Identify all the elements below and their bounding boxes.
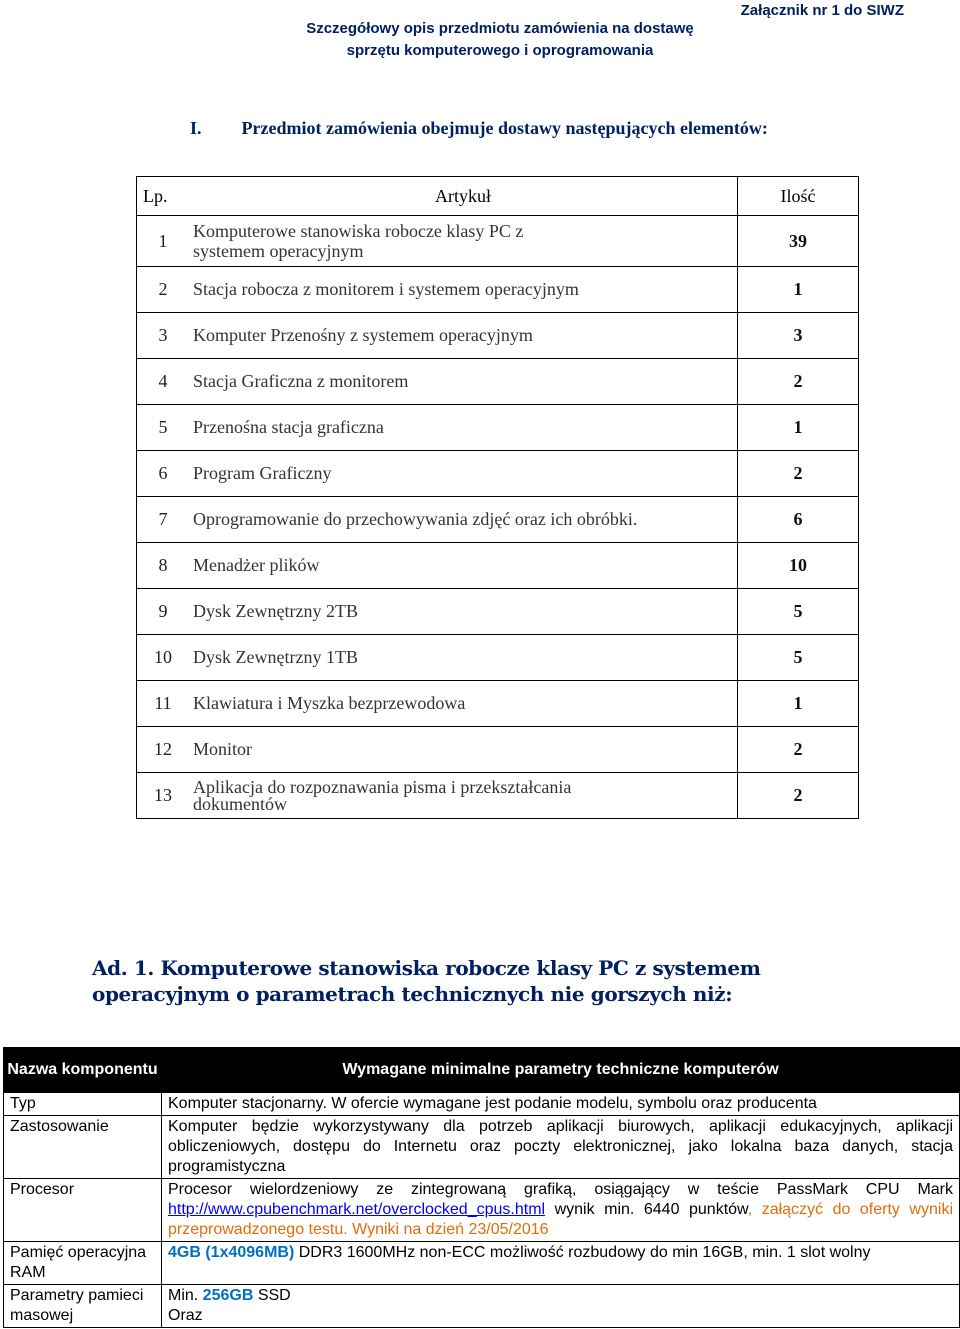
document-title	[285, 18, 715, 62]
spec-row-ram	[4, 1242, 960, 1285]
header-lp: Lp.	[137, 177, 190, 216]
spec-header-value: Wymagane minimalne parametry techniczne komputerów	[162, 1048, 960, 1093]
section-number: I.	[190, 118, 202, 138]
table-row	[137, 359, 859, 405]
row-lp: 12	[137, 727, 190, 773]
section-text: Przedmiot zamówienia obejmuje dostawy następujących elementów:	[241, 118, 768, 138]
row-lp: 5	[137, 405, 190, 451]
row-article: Monitor	[189, 727, 738, 773]
spec-value	[162, 1285, 960, 1328]
row-article: Aplikacja do rozpoznawania pisma i przekształcania dokumentów	[189, 773, 738, 819]
spec-name: Procesor	[4, 1179, 162, 1242]
document-title-line2: sprzętu komputerowego i oprogramowania	[346, 42, 654, 59]
row-lp: 10	[137, 635, 190, 681]
spec-value	[162, 1242, 960, 1285]
row-qty: 5	[738, 589, 859, 635]
row-qty: 6	[738, 497, 859, 543]
header-article: Artykuł	[189, 177, 738, 216]
header-qty: Ilość	[738, 177, 859, 216]
spec-name: Parametry pamieci masowej	[4, 1285, 162, 1328]
row-article: Przenośna stacja graficzna	[189, 405, 738, 451]
row-qty: 2	[738, 359, 859, 405]
spec-value-text: Procesor wielordzeniowy ze zintegrowaną grafiką, osiągający w teście PassMark CPU Mark	[168, 1181, 953, 1198]
row-lp: 11	[137, 681, 190, 727]
spec-row-storage	[4, 1285, 960, 1328]
spec-value-note: , załączyć do oferty wyniki przeprowadzonego testu. Wyniki na dzień 23/05/2016	[168, 1201, 953, 1238]
spec-name: Zastosowanie	[4, 1116, 162, 1179]
row-qty: 10	[738, 543, 859, 589]
spec-value-text: DDR3 1600MHz non-ECC możliwość rozbudowy do min 16GB, min. 1 slot wolny	[294, 1244, 871, 1261]
row-lp: 8	[137, 543, 190, 589]
row-qty: 39	[738, 216, 859, 267]
spec-value-text: Min.	[168, 1287, 203, 1304]
spec-row-procesor	[4, 1179, 960, 1242]
table-row	[137, 497, 859, 543]
spec-value-highlight: 256GB	[202, 1287, 254, 1304]
table-row	[137, 216, 859, 267]
spec-header-name: Nazwa komponentu	[4, 1048, 162, 1093]
table-row	[137, 543, 859, 589]
spec-name: Pamięć operacyjna RAM	[4, 1242, 162, 1285]
row-qty: 2	[738, 727, 859, 773]
row-article: Komputer Przenośny z systemem operacyjnym	[189, 313, 738, 359]
row-lp: 3	[137, 313, 190, 359]
row-lp: 4	[137, 359, 190, 405]
spec-value: Komputer będzie wykorzystywany dla potrzeb aplikacji biurowych, aplikacji edukacyjnych, aplikacji obliczeniowych, dostępu do Internetu oraz poczty elektronicznej, jako lokalna baza danych, stacja programistyczna	[162, 1116, 960, 1179]
row-qty: 5	[738, 635, 859, 681]
row-lp: 13	[137, 773, 190, 819]
row-lp: 7	[137, 497, 190, 543]
spec-value-text: SSD	[253, 1287, 291, 1304]
section-heading	[190, 118, 768, 139]
table-row	[137, 681, 859, 727]
spec-heading: Ad. 1. Komputerowe stanowiska robocze klasy PC z systemem operacyjnym o parametrach technicznych nie gorszych niż:	[92, 956, 761, 1006]
table-row	[137, 727, 859, 773]
row-qty: 1	[738, 405, 859, 451]
row-qty: 2	[738, 451, 859, 497]
table-row	[137, 267, 859, 313]
table-row	[137, 635, 859, 681]
spec-row-zastosowanie	[4, 1116, 960, 1179]
row-article: Program Graficzny	[189, 451, 738, 497]
annex-label: Załącznik nr 1 do SIWZ	[740, 2, 904, 19]
spec-value-text: Oraz	[168, 1307, 203, 1324]
table-row	[137, 589, 859, 635]
row-qty: 1	[738, 681, 859, 727]
table-row	[137, 405, 859, 451]
row-lp: 2	[137, 267, 190, 313]
row-article: Oprogramowanie do przechowywania zdjęć oraz ich obróbki.	[189, 497, 738, 543]
row-article: Dysk Zewnętrzny 1TB	[189, 635, 738, 681]
spec-table	[3, 1047, 960, 1328]
spec-name: Typ	[4, 1093, 162, 1116]
row-article: Klawiatura i Myszka bezprzewodowa	[189, 681, 738, 727]
spec-value	[162, 1179, 960, 1242]
spec-table-header	[4, 1048, 960, 1093]
row-qty: 1	[738, 267, 859, 313]
spec-row-typ	[4, 1093, 960, 1116]
row-qty: 2	[738, 773, 859, 819]
table-row	[137, 773, 859, 819]
row-article: Komputerowe stanowiska robocze klasy PC z systemem operacyjnym	[189, 216, 738, 267]
row-article: Menadżer plików	[189, 543, 738, 589]
row-lp: 6	[137, 451, 190, 497]
row-article: Stacja Graficzna z monitorem	[189, 359, 738, 405]
row-lp: 9	[137, 589, 190, 635]
table-row	[137, 313, 859, 359]
spec-value: Komputer stacjonarny. W ofercie wymagane jest podanie modelu, symbolu oraz producenta	[162, 1093, 960, 1116]
document-title-line1: Szczegółowy opis przedmiotu zamówienia na dostawę	[306, 20, 694, 37]
items-table	[136, 176, 859, 819]
spec-value-highlight: 4GB (1x4096MB)	[168, 1244, 295, 1261]
row-article: Dysk Zewnętrzny 2TB	[189, 589, 738, 635]
items-table-header	[137, 177, 859, 216]
row-article: Stacja robocza z monitorem i systemem operacyjnym	[189, 267, 738, 313]
table-row	[137, 451, 859, 497]
row-lp: 1	[137, 216, 190, 267]
row-qty: 3	[738, 313, 859, 359]
passmark-link[interactable]: http://www.cpubenchmark.net/overclocked_cpus.html	[168, 1201, 546, 1218]
spec-value-text: wynik min. 6440 punktów	[545, 1201, 748, 1218]
